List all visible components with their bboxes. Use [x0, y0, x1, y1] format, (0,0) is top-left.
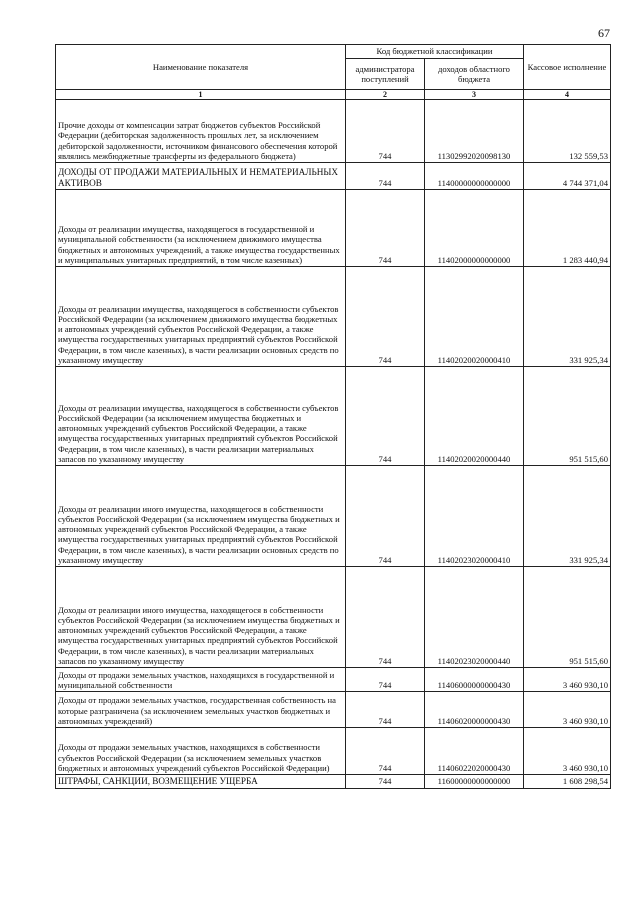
table-row — [56, 267, 611, 367]
cash-amount: 3 460 930,10 — [524, 668, 611, 692]
administrator-code: 744 — [346, 163, 425, 190]
cash-amount: 951 515,60 — [524, 367, 611, 466]
regional-budget-income-header: доходов областного бюджета — [425, 59, 524, 90]
table-row — [56, 367, 611, 466]
table-row — [56, 100, 611, 163]
cash-amount: 331 925,34 — [524, 466, 611, 567]
administrator-code: 744 — [346, 668, 425, 692]
indicator-name: Доходы от реализации имущества, находящегося в собственности субъектов Российской Федерации (за исключением движимого имущества бюджетных и автономных учреждений субъектов Российской Федерации, а также имущества государственных унитарных предприятий субъектов Российской Федерации, в том числе казенных), в части реализации основных средств по указанному имуществу — [56, 267, 346, 367]
table-row — [56, 163, 611, 190]
income-code: 11402020020000440 — [425, 367, 524, 466]
cash-amount: 951 515,60 — [524, 567, 611, 668]
cash-amount: 1 283 440,94 — [524, 190, 611, 267]
indicator-name: ШТРАФЫ, САНКЦИИ, ВОЗМЕЩЕНИЕ УЩЕРБА — [56, 775, 346, 789]
cash-amount: 331 925,34 — [524, 267, 611, 367]
indicator-name-header: Наименование показателя — [56, 45, 346, 90]
table-row — [56, 668, 611, 692]
indicator-name: Доходы от реализации имущества, находящегося в собственности субъектов Российской Федерации (за исключением имущества бюджетных и автономных учреждений субъектов Российской Федерации, а также имущества государственных унитарных предприятий субъектов Российской Федерации, в том числе казенных), в части реализации материальных запасов по указанному имуществу — [56, 367, 346, 466]
income-code: 11402023020000440 — [425, 567, 524, 668]
cash-amount: 1 608 298,54 — [524, 775, 611, 789]
table-row — [56, 567, 611, 668]
administrator-code: 744 — [346, 567, 425, 668]
administrator-code: 744 — [346, 100, 425, 163]
cash-amount: 3 460 930,10 — [524, 728, 611, 775]
administrator-code: 744 — [346, 466, 425, 567]
income-code: 11402020020000410 — [425, 267, 524, 367]
indicator-name: Прочие доходы от компенсации затрат бюджетов субъектов Российской Федерации (дебиторская задолженность прошлых лет, за исключением дебиторской задолженности, источником финансового обеспечения которой являлись межбюджетные трансферты из федерального бюджета) — [56, 100, 346, 163]
indicator-name: Доходы от реализации имущества, находящегося в государственной и муниципальной собственности (за исключением движимого имущества бюджетных и автономных учреждений, а также имущества государственных и муниципальных унитарных предприятий, в том числе казенных) — [56, 190, 346, 267]
column-number-row — [56, 90, 611, 100]
table-row — [56, 692, 611, 728]
income-code: 11402023020000410 — [425, 466, 524, 567]
administrator-header: администратора поступлений — [346, 59, 425, 90]
income-code: 11406022020000430 — [425, 728, 524, 775]
table-row — [56, 190, 611, 267]
indicator-name: Доходы от продажи земельных участков, находящихся в государственной и муниципальной собственности — [56, 668, 346, 692]
column-number: 3 — [425, 90, 524, 100]
indicator-name: Доходы от продажи земельных участков, находящихся в собственности субъектов Российской Федерации (за исключением земельных участков бюджетных и автономных учреждений субъектов Российской Федерации) — [56, 728, 346, 775]
budget-classification-header: Код бюджетной классификации — [346, 45, 524, 59]
indicator-name: Доходы от реализации иного имущества, находящегося в собственности субъектов Российской Федерации (за исключением имущества бюджетных и автономных учреждений субъектов Российской Федерации, а также имущества государственных унитарных предприятий субъектов Российской Федерации, в том числе казенных), в части реализации материальных запасов по указанному имуществу — [56, 567, 346, 668]
administrator-code: 744 — [346, 267, 425, 367]
table-row — [56, 466, 611, 567]
administrator-code: 744 — [346, 775, 425, 789]
income-code: 11600000000000000 — [425, 775, 524, 789]
income-code: 11302992020098130 — [425, 100, 524, 163]
income-code: 11402000000000000 — [425, 190, 524, 267]
indicator-name: Доходы от реализации иного имущества, находящегося в собственности субъектов Российской Федерации (за исключением имущества бюджетных и автономных учреждений субъектов Российской Федерации, а также имущества государственных унитарных предприятий субъектов Российской Федерации, в том числе казенных), в части реализации основных средств по указанному имуществу — [56, 466, 346, 567]
revenue-table — [55, 44, 611, 789]
column-number: 1 — [56, 90, 346, 100]
indicator-name: ДОХОДЫ ОТ ПРОДАЖИ МАТЕРИАЛЬНЫХ И НЕМАТЕРИАЛЬНЫХ АКТИВОВ — [56, 163, 346, 190]
column-number: 4 — [524, 90, 611, 100]
administrator-code: 744 — [346, 728, 425, 775]
income-code: 11400000000000000 — [425, 163, 524, 190]
cash-amount: 132 559,53 — [524, 100, 611, 163]
indicator-name: Доходы от продажи земельных участков, государственная собственность на которые разграничена (за исключением земельных участков бюджетных и автономных учреждений) — [56, 692, 346, 728]
cash-amount: 4 744 371,04 — [524, 163, 611, 190]
cash-amount: 3 460 930,10 — [524, 692, 611, 728]
page-number: 67 — [598, 26, 610, 40]
administrator-code: 744 — [346, 367, 425, 466]
income-code: 11406020000000430 — [425, 692, 524, 728]
table-row — [56, 775, 611, 789]
column-number: 2 — [346, 90, 425, 100]
table-row — [56, 728, 611, 775]
administrator-code: 744 — [346, 190, 425, 267]
cash-execution-header: Кассовое исполнение — [524, 45, 611, 90]
administrator-code: 744 — [346, 692, 425, 728]
income-code: 11406000000000430 — [425, 668, 524, 692]
